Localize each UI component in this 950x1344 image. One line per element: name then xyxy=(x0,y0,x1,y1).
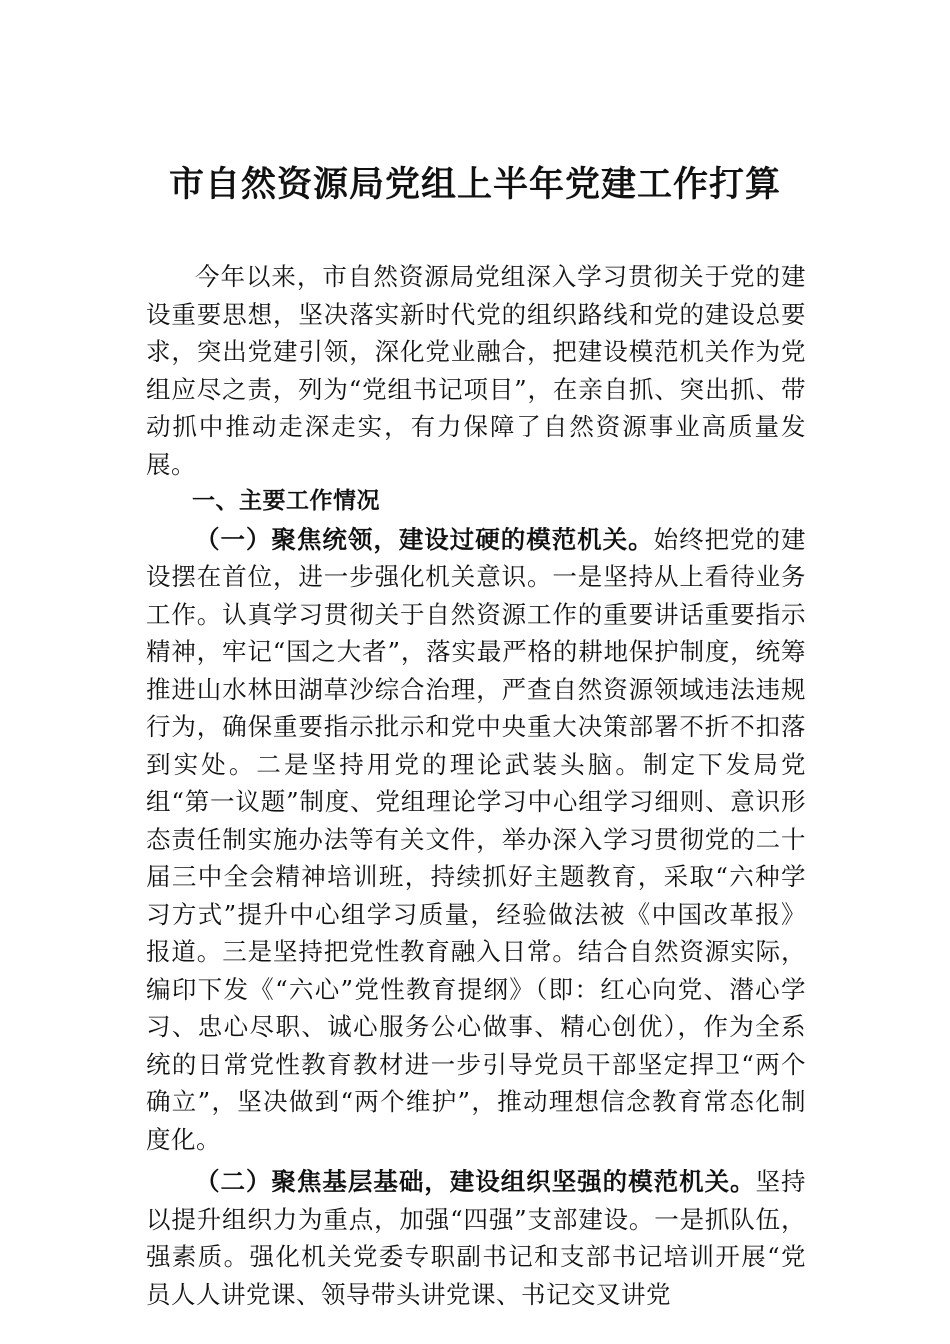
item2-text: 坚持以提升组织力为重点，加强“四强”支部建设。一是抓队伍，强素质。强化机关党委专职副书记和支部书记培训开展“党员人人讲党课、领导带头讲党课、书记交叉讲党 xyxy=(146,1167,807,1309)
item1-lead: （一）聚焦统领，建设过硬的模范机关。 xyxy=(195,524,654,554)
intro-paragraph: 今年以来，市自然资源局党组深入学习贯彻关于党的建设重要思想，坚决落实新时代党的组织路线和党的建设总要求，突出党建引领，深化党业融合，把建设模范机关作为党组应尽之责，列为“党组书记项目”，在亲自抓、突出抓、带动抓中推动走深走实，有力保障了自然资源事业高质量发展。 xyxy=(146,262,806,479)
item1-text: 始终把党的建设摆在首位，进一步强化机关意识。一是坚持从上看待业务工作。认真学习贯彻关于自然资源工作的重要讲话重要指示精神，牢记“国之大者”，落实最严格的耕地保护制度，统筹推进山水林田湖草沙综合治理，严查自然资源领域违法违规行为，确保重要指示批示和党中央重大决策部署不折不扣落到实处。二是坚持用党的理论武装头脑。制定下发局党组“第一议题”制度、党组理论学习中心组学习细则、意识形态责任制实施办法等有关文件，举办深入学习贯彻党的二十届三中全会精神培训班，持续抓好主题教育，采取“六种学习方式”提升中心组学习质量，经验做法被《中国改革报》报道。三是坚持把党性教育融入日常。结合自然资源实际，编印下发《“六心”党性教育提纲》（即：红心向党、潜心学习、忠心尽职、诚心服务公心做事、精心创优），作为全系统的日常党性教育教材进一步引导党员干部坚定捍卫“两个确立”，坚决做到“两个维护”，推动理想信念教育常态化制度化。 xyxy=(146,524,807,1154)
section-heading: 一、主要工作情况 xyxy=(192,488,380,514)
item2-lead: （二）聚焦基层基础，建设组织坚强的模范机关。 xyxy=(195,1167,756,1196)
item2-paragraph xyxy=(146,1163,806,1313)
item1-paragraph xyxy=(146,521,806,1159)
document-title: 市自然资源局党组上半年党建工作打算 xyxy=(168,164,781,205)
document-body xyxy=(146,258,806,1313)
